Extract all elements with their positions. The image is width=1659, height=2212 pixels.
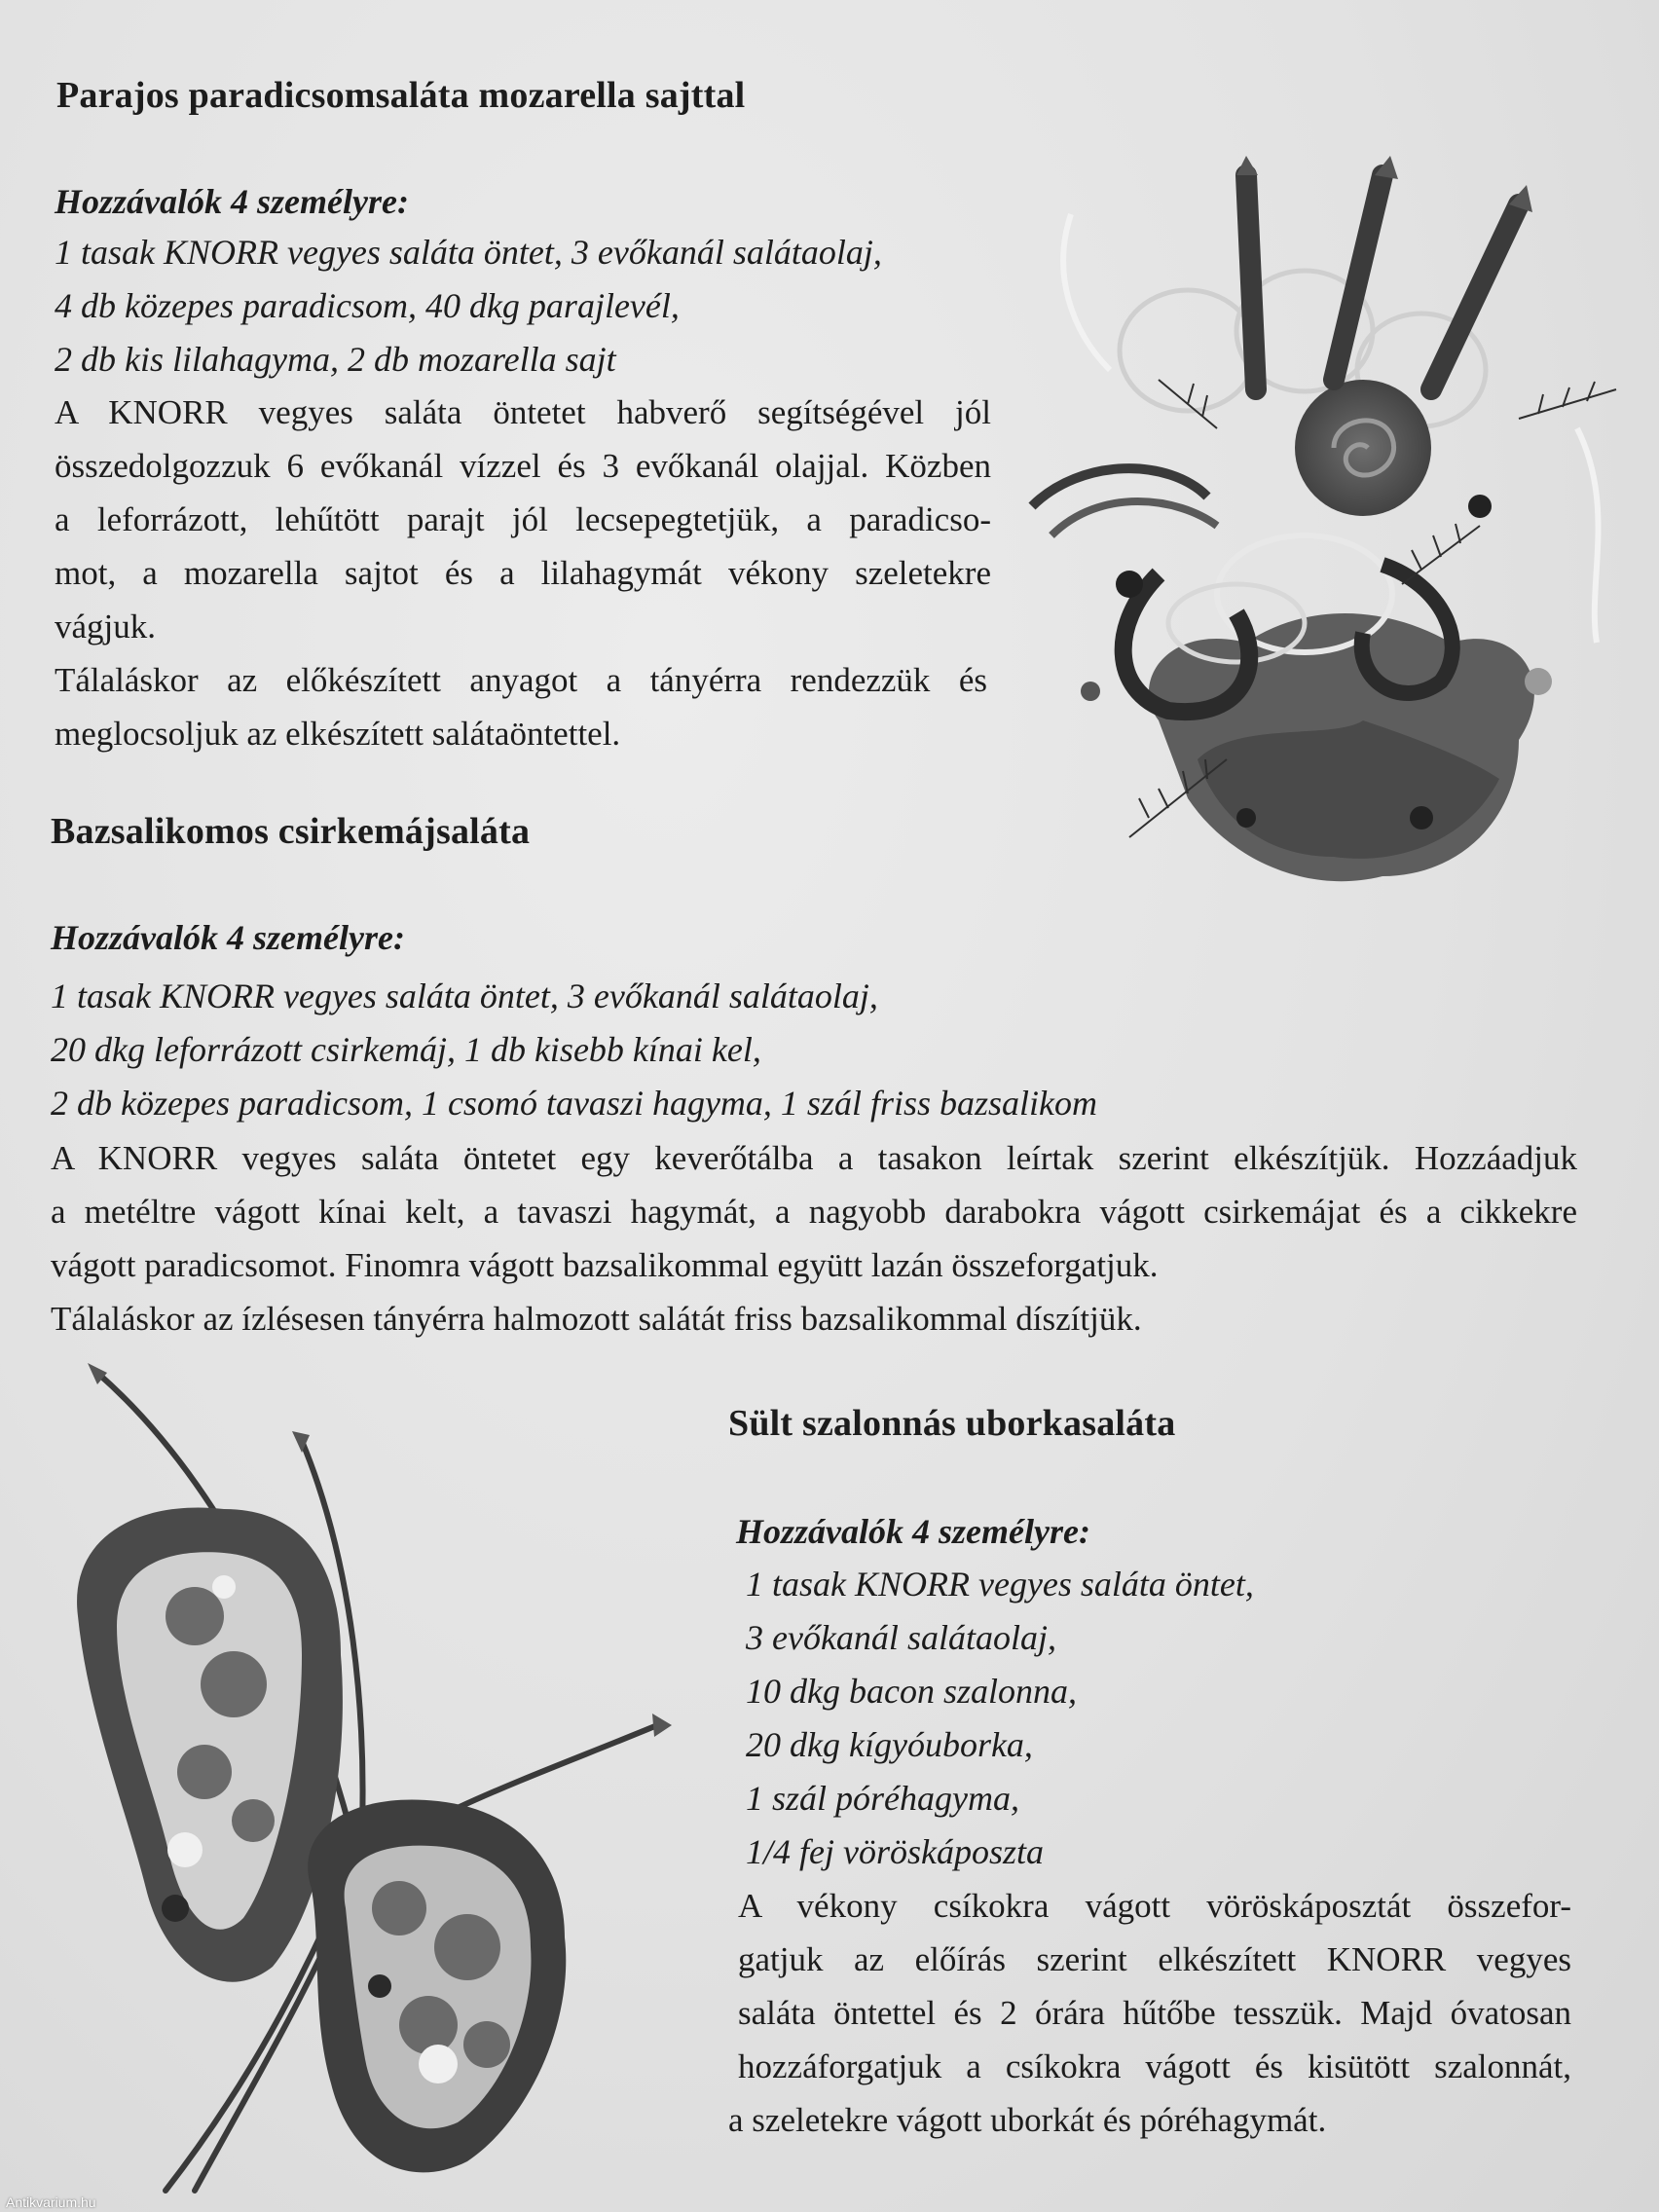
body-line: Tálaláskor az ízlésesen tányérra halmozott salátát friss bazsalikommal díszítjük. <box>51 1300 1142 1338</box>
body-line: vágott paradicsomot. Finomra vágott bazsalikommal együtt lazán összeforgatjuk. <box>51 1246 1159 1284</box>
plated-salad-asparagus-photo <box>1013 136 1626 954</box>
recipe-1-ingredients <box>55 226 1009 387</box>
recipe-2-body-end <box>51 1238 1159 1292</box>
body-line: hozzáforgatjuk a csíkokra vágott és kisütött szalonnát, <box>738 2047 1571 2085</box>
recipe-1-title: Parajos paradicsomsaláta mozarella sajttal <box>56 75 746 116</box>
ingredient-line: 1 tasak KNORR vegyes saláta öntet, <box>746 1565 1254 1604</box>
body-line: a szeletekre vágott uborkát és póréhagymát. <box>728 2101 1327 2139</box>
body-line: meglocsoljuk az elkészített salátaöntettel. <box>55 715 621 753</box>
body-line: A KNORR vegyes saláta öntetet egy keverőtálba a tasakon leírtak szerint elkészítjük. Hozzáadjuk <box>51 1139 1577 1177</box>
recipe-1-body-end <box>55 600 156 653</box>
body-line: gatjuk az előírás szerint elkészített KNORR vegyes <box>738 1940 1571 1978</box>
ingredient-line: 4 db közepes paradicsom, 40 dkg parajlevél, <box>55 286 680 325</box>
body-line: összedolgozzuk 6 evőkanál vízzel és 3 evőkanál olajjal. Közben <box>55 447 991 485</box>
ingredient-line: 3 evőkanál salátaolaj, <box>746 1618 1056 1657</box>
recipe-1-serving <box>55 653 987 707</box>
body-line: mot, a mozarella sajtot és a lilahagymát vékony szeletekre <box>55 554 991 592</box>
recipe-2-body <box>51 1131 1577 1238</box>
recipe-2-serving <box>51 1292 1142 1346</box>
recipe-3-body-end <box>728 2093 1326 2147</box>
recipe-1-ingredients-header: Hozzávalók 4 személyre: <box>55 182 409 221</box>
ingredient-line: 1/4 fej vöröskáposzta <box>746 1832 1044 1871</box>
body-line: A vékony csíkokra vágott vöröskáposztát összefor- <box>738 1887 1571 1925</box>
ingredient-line: 1 szál póréhagyma, <box>746 1779 1019 1818</box>
recipe-1-serving-end <box>55 707 620 760</box>
recipe-2-ingredients-header: Hozzávalók 4 személyre: <box>51 918 405 957</box>
recipe-3-title: Sült szalonnás uborkasaláta <box>728 1403 1176 1444</box>
ingredient-line: 10 dkg bacon szalonna, <box>746 1672 1077 1711</box>
ingredient-line: 20 dkg leforrázott csirkemáj, 1 db kisebb kínai kel, <box>51 1030 761 1069</box>
ingredient-line: 2 db közepes paradicsom, 1 csomó tavaszi hagyma, 1 szál friss bazsalikom <box>51 1084 1097 1123</box>
recipe-2-ingredients <box>51 970 1414 1130</box>
body-line: Tálaláskor az előkészített anyagot a tányérra rendezzük és <box>55 661 987 699</box>
body-line: a leforrázott, lehűtött parajt jól lecsepegtetjük, a paradicso- <box>55 500 991 538</box>
watermark: Antikvarium.hu <box>6 2194 96 2210</box>
recipe-1-body <box>55 386 991 600</box>
ingredient-line: 1 tasak KNORR vegyes saláta öntet, 3 evőkanál salátaolaj, <box>51 977 878 1015</box>
body-line: a metéltre vágott kínai kelt, a tavaszi hagymát, a nagyobb darabokra vágott csirkemájat és a cikkekre <box>51 1193 1577 1231</box>
recipe-3-body <box>738 1879 1571 2093</box>
body-line: A KNORR vegyes saláta öntetet habverő segítségével jól <box>55 393 991 431</box>
body-line: saláta öntettel és 2 órára hűtőbe tesszük. Majd óvatosan <box>738 1994 1571 2032</box>
recipe-3-ingredients <box>746 1558 1525 1879</box>
ingredient-line: 1 tasak KNORR vegyes saláta öntet, 3 evőkanál salátaolaj, <box>55 233 882 272</box>
recipe-3-ingredients-header: Hozzávalók 4 személyre: <box>736 1512 1090 1551</box>
ingredient-line: 2 db kis lilahagyma, 2 db mozarella sajt <box>55 340 616 379</box>
body-line: vágjuk. <box>55 608 157 645</box>
recipe-2-title: Bazsalikomos csirkemájsaláta <box>51 811 531 852</box>
pepper-salad-photo <box>58 1363 682 2200</box>
ingredient-line: 20 dkg kígyóuborka, <box>746 1725 1033 1764</box>
